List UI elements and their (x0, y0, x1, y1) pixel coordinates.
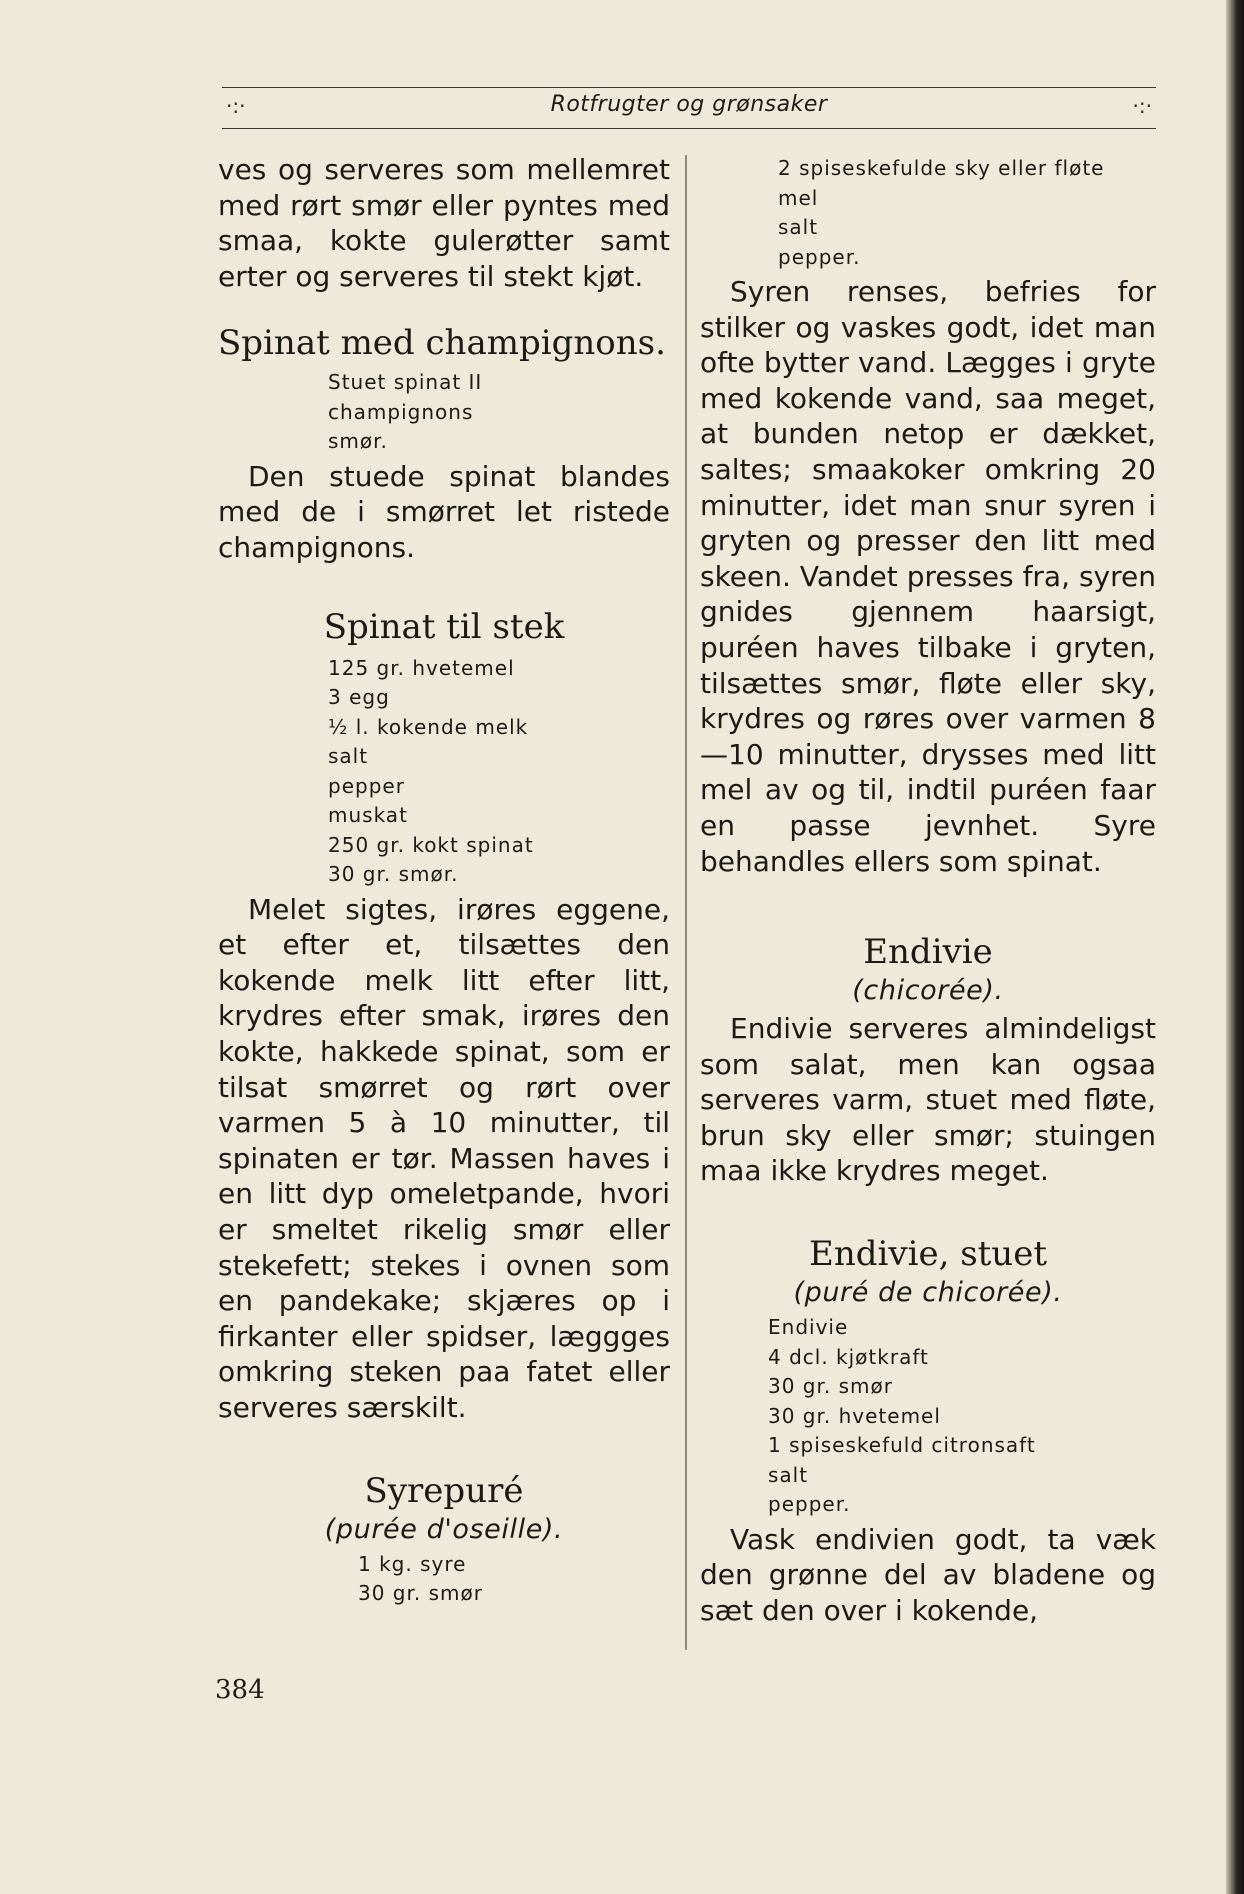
paragraph: Endivie serveres almindeligst som salat, men kan ogsaa serveres varm, stuet med fløte, brun sky eller smør; stuingen maa ikke krydres meget. (700, 1012, 1156, 1188)
recipe-subtitle: (chicorée). (852, 975, 1004, 1007)
ingredient-list (768, 1313, 1156, 1520)
ingredient-list (328, 654, 670, 890)
ingredient-list (358, 1550, 670, 1609)
ingredient: 2 spiseskefulde sky eller fløte (778, 156, 1105, 180)
ingredient: salt (768, 1462, 809, 1487)
ingredient-list (778, 154, 1156, 272)
running-title: Rotfrugter og grønsaker (550, 92, 828, 117)
ingredient: pepper (328, 773, 405, 798)
running-header (222, 87, 1156, 129)
paragraph: Vask endivien godt, ta væk den grønne del av bladene og sæt den over i kokende, (700, 1522, 1156, 1627)
ingredient: muskat (328, 803, 408, 828)
column-divider (685, 155, 687, 1650)
recipe-heading: Spinat til stek (323, 606, 565, 647)
page-number: 384 (215, 1675, 265, 1705)
recipe-subtitle: (puré de chicorée). (793, 1277, 1063, 1309)
ornament-right-icon: ·:· (1132, 94, 1152, 118)
ingredient: 30 gr. smør (768, 1374, 893, 1399)
ingredient: pepper. (778, 244, 861, 269)
ingredient: salt (328, 744, 369, 769)
ingredient: 1 spiseskefuld citronsaft (768, 1433, 1036, 1458)
ingredient: smør. (328, 429, 388, 454)
ingredient: Endivie (768, 1315, 849, 1340)
recipe-heading: Syrepuré (364, 1470, 524, 1511)
ingredient: 3 egg (328, 685, 390, 710)
paragraph: Melet sigtes, irøres eggene, et efter et, tilsættes den kokende melk litt efter litt, krydres efter smak, irøres den kokte, hakkede spinat, som er tilsat smørret og rørt over varmen 5 à 10 minutter, til spinaten er tør. Massen haves i en litt dyp omeletpande, hvori er smeltet rikelig smør eller stekefett; stekes i ovnen som en pandekake; skjæres op i firkanter eller spidser, læggges omkring steken paa fatet eller serveres særskilt. (218, 892, 670, 1424)
ingredient-list (328, 368, 670, 457)
right-column (700, 150, 1156, 1628)
paragraph: ves og serveres som mellemret med rørt smør eller pyntes med smaa, kokte gulerøtter samt erter og serveres til stekt kjøt. (218, 153, 670, 293)
ingredient: 1 kg. syre (358, 1551, 467, 1576)
page-edge-shadow (1226, 0, 1244, 1894)
ingredient: 250 gr. kokt spinat (328, 832, 534, 857)
recipe-heading: Endivie, stuet (809, 1234, 1047, 1275)
recipe-heading: Endivie (863, 932, 993, 973)
ingredient: pepper. (768, 1492, 851, 1517)
ingredient: 4 dcl. kjøtkraft (768, 1344, 929, 1369)
ingredient: 125 gr. hvetemel (328, 655, 515, 680)
paragraph: Syren renses, befries for stilker og vaskes godt, idet man ofte bytter vand. Lægges i gryte med kokende vand, saa meget, at bunden netop er dækket, saltes; smaakoker omkring 20 minutter, idet man snur syren i gryten og presser den litt med skeen. Vandet presses fra, syren gnides gjennem haarsigt, puréen haves tilbake i gryten, tilsættes smør, fløte eller sky, krydres og røres over varmen 8 —10 minutter, drysses med litt mel av og til, indtil puréen faar en passe jevnhet. Syre behandles ellers som spinat. (700, 275, 1156, 878)
ingredient: 30 gr. hvetemel (768, 1403, 941, 1428)
ornament-left-icon: ·:· (226, 94, 246, 118)
ingredient: Stuet spinat II (328, 370, 483, 395)
recipe-subtitle: (purée d'oseille). (324, 1513, 564, 1545)
ingredient: mel (778, 185, 819, 210)
ingredient: salt (778, 215, 819, 239)
recipe-heading: Spinat med champignons. (218, 323, 666, 364)
ingredient: ½ l. kokende melk (328, 714, 529, 739)
ingredient: champignons (328, 399, 474, 424)
paragraph: Den stuede spinat blandes med de i smørret let ristede champignons. (218, 459, 670, 565)
ingredient: 30 gr. smør (358, 1581, 483, 1606)
ingredient: 30 gr. smør. (328, 862, 459, 887)
left-column (218, 150, 670, 1609)
